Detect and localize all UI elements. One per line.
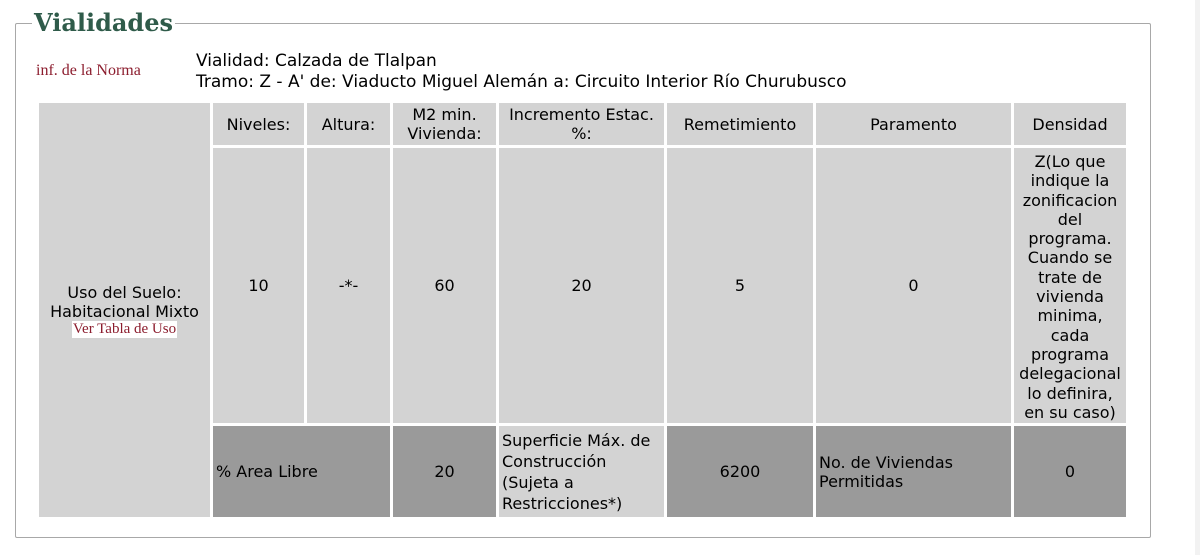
value-altura: -*- bbox=[307, 148, 390, 423]
value-densidad: Z(Lo que indique la zonificacion del programa. Cuando se trate de vivienda minima, cada programa delegacional lo definira, en su caso) bbox=[1014, 148, 1126, 423]
header-incremento-estac: Incremento Estac. %: bbox=[499, 103, 664, 145]
header-densidad: Densidad bbox=[1014, 103, 1126, 145]
value-remetimiento: 5 bbox=[667, 148, 813, 423]
section-title: Vialidades bbox=[34, 8, 173, 37]
header-m2-min-vivienda: M2 min. Vivienda: bbox=[393, 103, 496, 145]
tramo-line: Tramo: Z - A' de: Viaducto Miguel Alemán a: Circuito Interior Río Churubusco bbox=[196, 72, 847, 92]
uso-suelo-cell bbox=[39, 103, 210, 517]
superficie-max-label: Superficie Máx. de Construcción (Sujeta a Restricciones*) bbox=[499, 426, 664, 517]
value-m2-min-vivienda: 60 bbox=[393, 148, 496, 423]
norma-table bbox=[39, 103, 1126, 517]
value-paramento: 0 bbox=[816, 148, 1011, 423]
header-remetimiento: Remetimiento bbox=[667, 103, 813, 145]
area-libre-value: 20 bbox=[393, 426, 496, 517]
vialidad-info bbox=[196, 51, 847, 93]
window-edge bbox=[1195, 0, 1200, 555]
area-libre-label: % Area Libre bbox=[213, 426, 390, 517]
header-niveles: Niveles: bbox=[213, 103, 304, 145]
viviendas-permitidas-label: No. de Viviendas Permitidas bbox=[816, 426, 1011, 517]
norma-link[interactable]: inf. de la Norma bbox=[36, 62, 141, 79]
viviendas-permitidas-value: 0 bbox=[1014, 426, 1126, 517]
value-incremento-estac: 20 bbox=[499, 148, 664, 423]
value-niveles: 10 bbox=[213, 148, 304, 423]
vialidad-line: Vialidad: Calzada de Tlalpan bbox=[196, 51, 437, 71]
ver-tabla-uso-link[interactable]: Ver Tabla de Uso bbox=[72, 320, 177, 337]
header-paramento: Paramento bbox=[816, 103, 1011, 145]
header-altura: Altura: bbox=[307, 103, 390, 145]
uso-suelo-label: Uso del Suelo: Habitacional Mixto bbox=[50, 282, 199, 321]
superficie-max-value: 6200 bbox=[667, 426, 813, 517]
